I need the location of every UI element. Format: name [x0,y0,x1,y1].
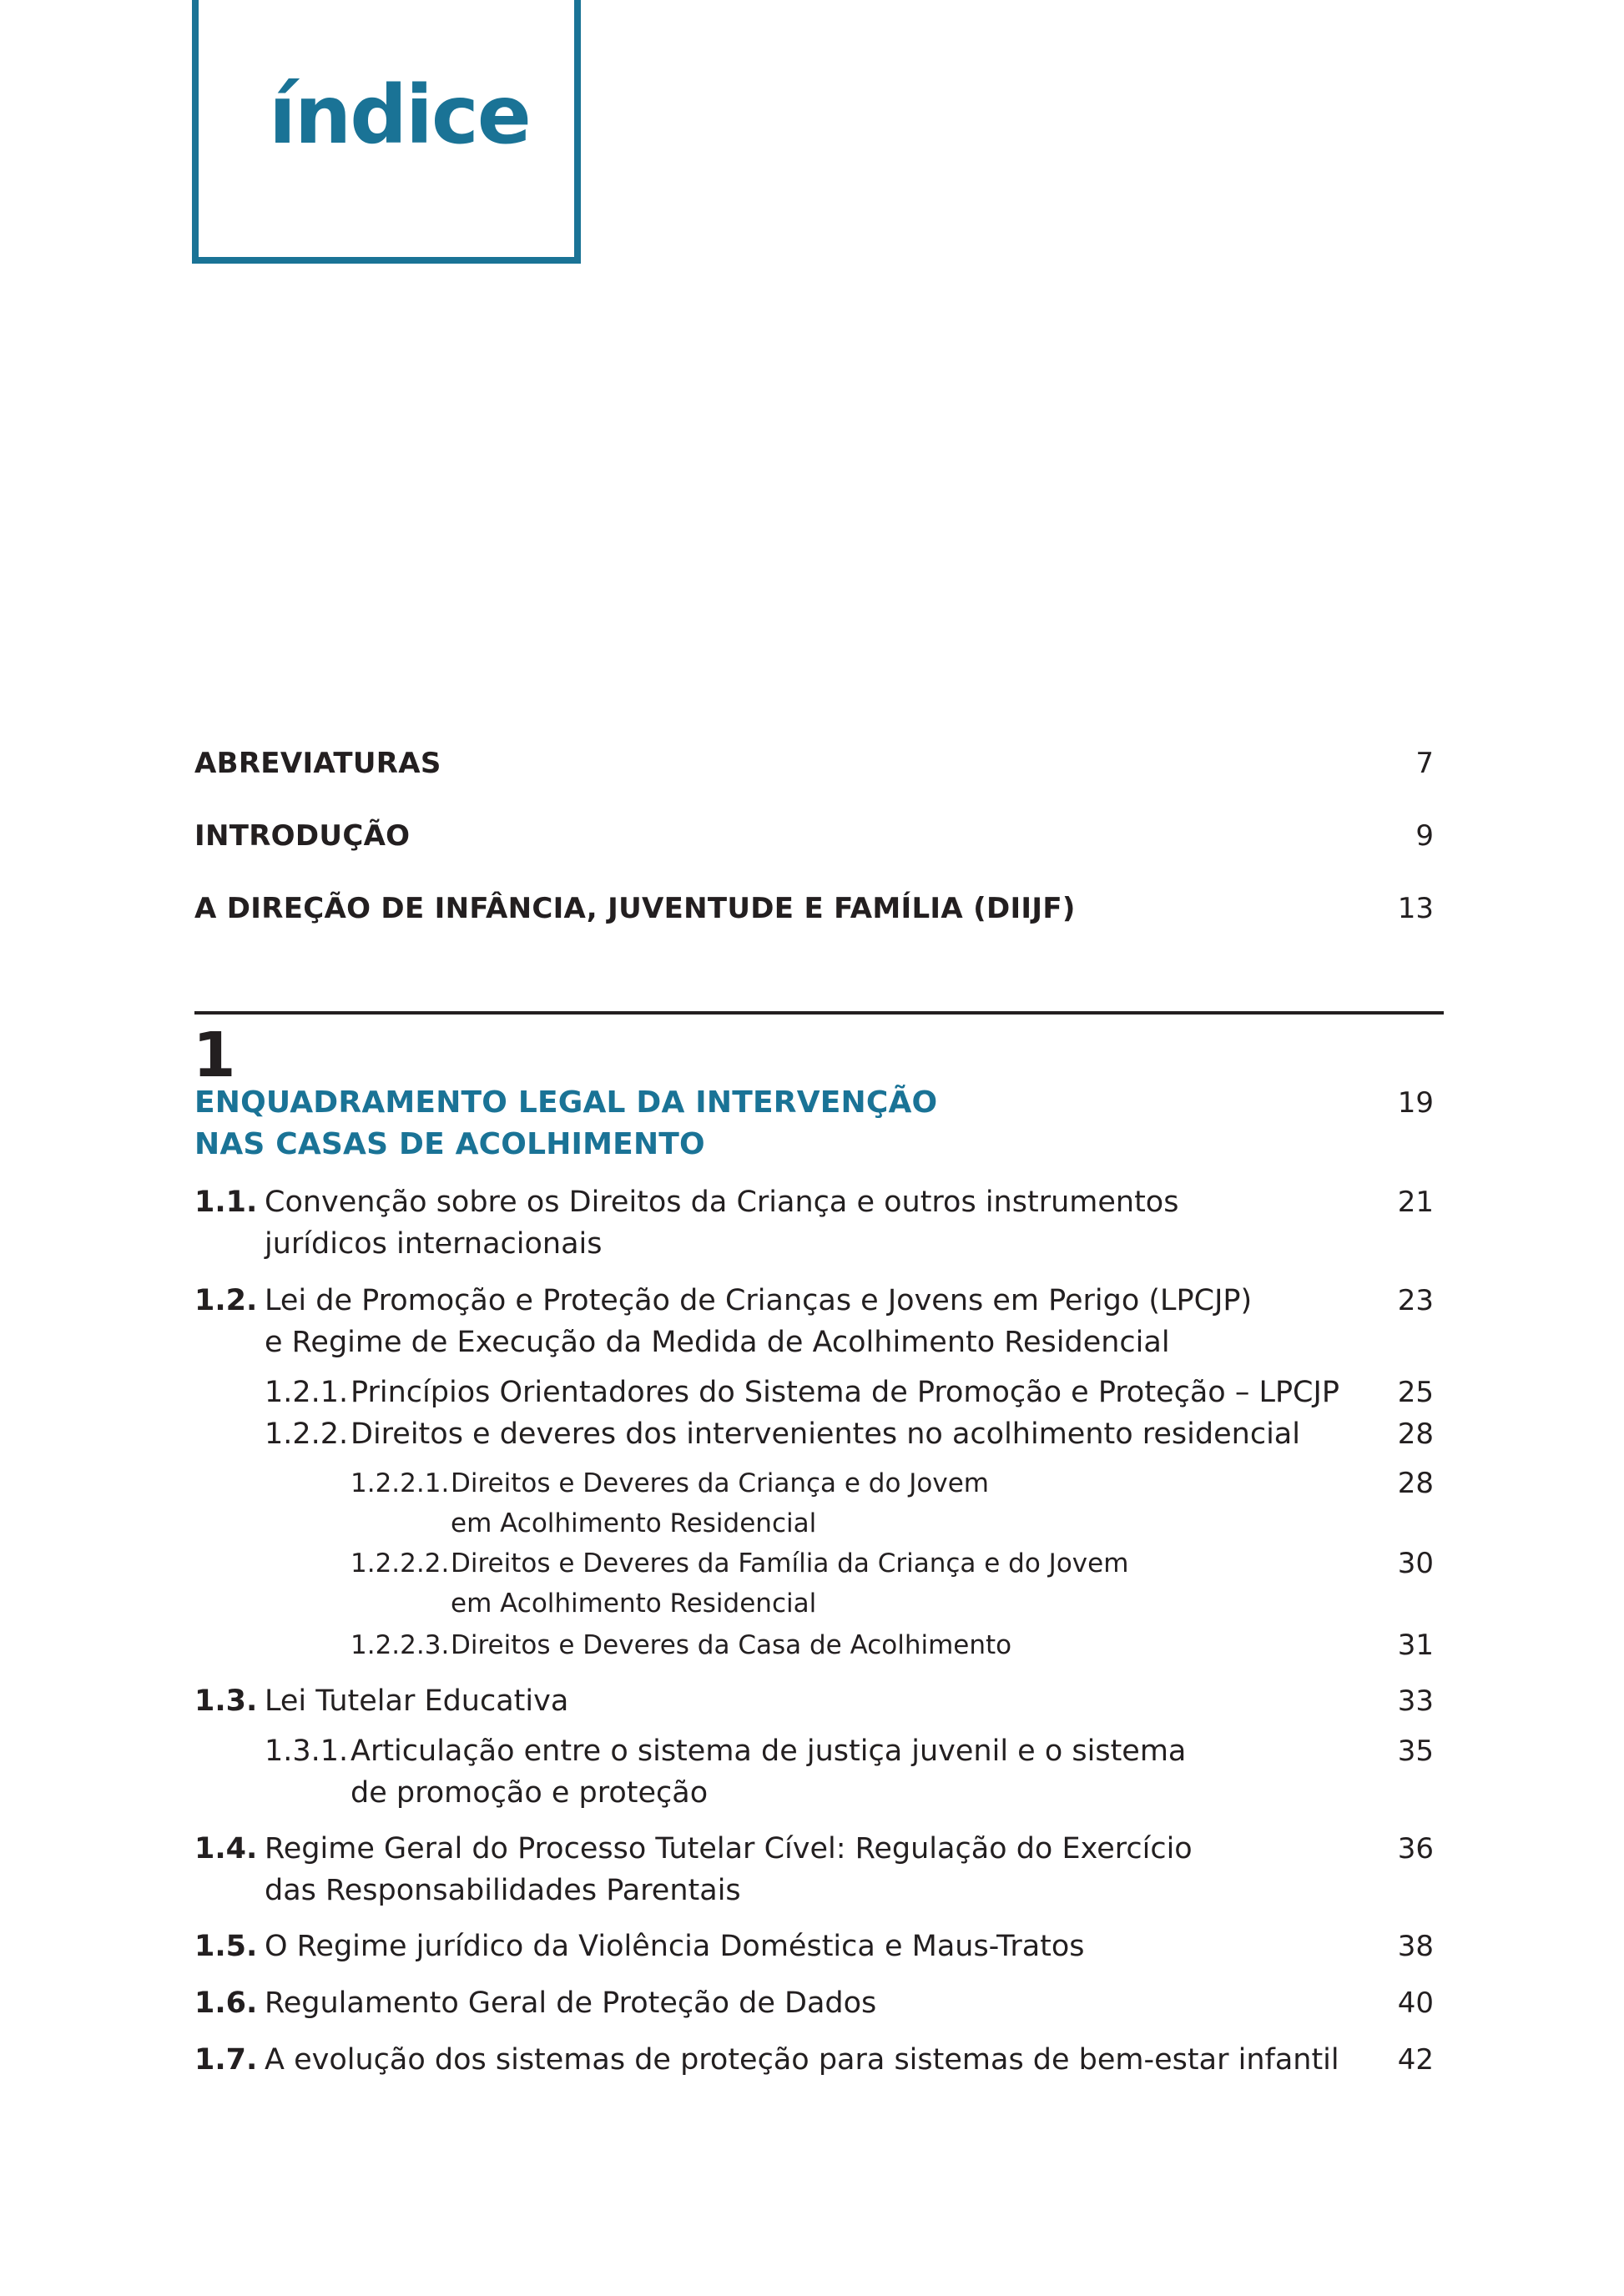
section-title-line2: de promoção e proteção [351,1776,709,1810]
section-number: 1.4. [194,1832,258,1866]
section-title: Direitos e Deveres da Casa de Acolhimento [451,1630,1012,1660]
chapter-divider [194,1011,1444,1015]
section-number: 1.2.1. [265,1376,349,1409]
section-title [451,1463,989,1543]
toc-page-number: 25 [1397,1376,1434,1409]
section-number: 1.2.2.1. [351,1468,450,1498]
chapter-number: 1 [193,1020,236,1091]
section-title-line1: Direitos e Deveres da Família da Criança e do Jovem [451,1548,1129,1578]
toc-page-number: 31 [1397,1629,1434,1662]
section-title [265,1828,1193,1911]
section-title: A evolução dos sistemas de proteção para sistemas de bem-estar infantil [265,2043,1339,2077]
section-number: 1.2.2.3. [351,1630,450,1660]
section-number: 1.2.2.2. [351,1548,450,1578]
section-title-line1: Regime Geral do Processo Tutelar Cível: Regulação do Exercício [265,1832,1193,1866]
section-title: Lei Tutelar Educativa [265,1684,569,1718]
toc-page-number: 13 [1397,892,1434,925]
section-title-line2: das Responsabilidades Parentais [265,1874,741,1907]
toc-page-number: 40 [1397,1986,1434,2020]
toc-page-number: 35 [1397,1735,1434,1768]
section-title: Princípios Orientadores do Sistema de Promoção e Proteção – LPCJP [351,1376,1339,1409]
chapter-title [194,1082,937,1166]
toc-page-number: 23 [1397,1284,1434,1317]
section-number: 1.6. [194,1986,258,2020]
toc-page-number: 38 [1397,1930,1434,1963]
section-number: 1.7. [194,2043,258,2077]
toc-entry-label: INTRODUÇÃO [194,819,411,853]
section-title [265,1181,1178,1265]
title-box [192,0,581,264]
toc-page-number: 19 [1397,1086,1434,1120]
section-number: 1.3. [194,1684,258,1718]
section-title-line2: e Regime de Execução da Medida de Acolhimento Residencial [265,1326,1170,1359]
toc-page-number: 42 [1397,2043,1434,2077]
section-number: 1.5. [194,1930,258,1963]
section-title-line2: em Acolhimento Residencial [451,1589,817,1619]
toc-page-number: 9 [1415,819,1434,853]
toc-page-number: 28 [1397,1467,1434,1500]
section-title: O Regime jurídico da Violência Doméstica e Maus-Tratos [265,1930,1085,1963]
toc-page-number: 7 [1415,747,1434,780]
section-number: 1.2.2. [265,1417,349,1451]
section-title [265,1280,1252,1363]
section-title: Regulamento Geral de Proteção de Dados [265,1986,877,2020]
toc-page-number: 21 [1397,1186,1434,1219]
section-title-line1: Articulação entre o sistema de justiça juvenil e o sistema [351,1735,1187,1768]
toc-page-number: 36 [1397,1832,1434,1866]
section-number: 1.3.1. [265,1735,349,1768]
section-number: 1.2. [194,1284,258,1317]
section-number: 1.1. [194,1186,258,1219]
chapter-title-line1: ENQUADRAMENTO LEGAL DA INTERVENÇÃO [194,1085,938,1120]
toc-page-number: 33 [1397,1684,1434,1718]
section-title-line1: Direitos e Deveres da Criança e do Jovem [451,1468,990,1498]
chapter-title-line2: NAS CASAS DE ACOLHIMENTO [194,1127,705,1161]
toc-entry-label: A DIREÇÃO DE INFÂNCIA, JUVENTUDE E FAMÍLIA (DIIJF) [194,892,1076,925]
section-title-line2: jurídicos internacionais [265,1227,603,1261]
toc-page-number: 28 [1397,1417,1434,1451]
toc-page-number: 30 [1397,1547,1434,1580]
page-title: índice [269,68,530,162]
section-title-line2: em Acolhimento Residencial [451,1508,817,1538]
section-title: Direitos e deveres dos intervenientes no acolhimento residencial [351,1417,1300,1451]
section-title [451,1543,1128,1624]
section-title [351,1730,1186,1814]
section-title-line1: Lei de Promoção e Proteção de Crianças e Jovens em Perigo (LPCJP) [265,1284,1253,1317]
toc-entry-label: ABREVIATURAS [194,747,441,780]
section-title-line1: Convenção sobre os Direitos da Criança e outros instrumentos [265,1186,1179,1219]
